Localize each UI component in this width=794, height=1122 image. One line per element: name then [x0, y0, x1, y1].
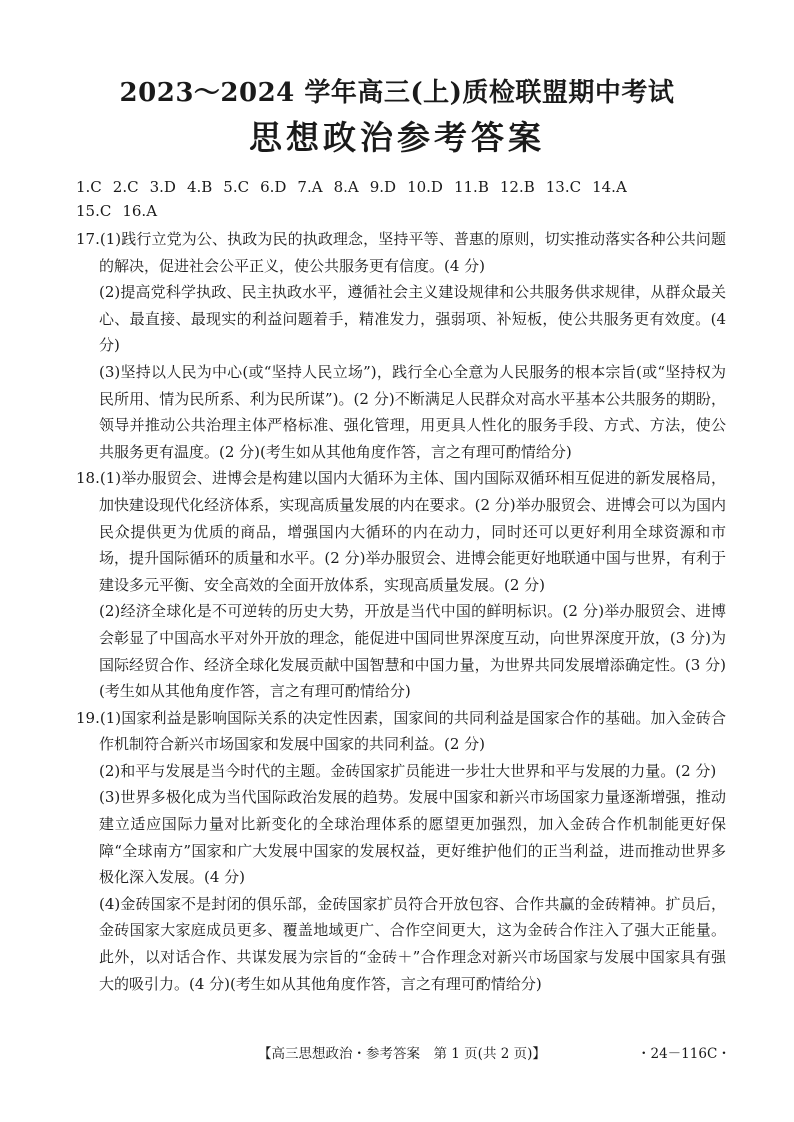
- choice-answer: 1.C: [76, 178, 102, 196]
- choice-answer: 7.A: [297, 178, 323, 196]
- question-number: 19.: [76, 708, 100, 727]
- question-number: 18.: [76, 469, 100, 488]
- choice-answer: 6.D: [260, 178, 287, 196]
- choice-answer: 9.D: [369, 178, 397, 196]
- answer-part: [76, 705, 726, 758]
- answer-part-text: (1)举办服贸会、进博会是构建以国内大循环为主体、国内国际双循环相互促进的新发展格局，加快建设现代化经济体系，实现高质量发展的内在要求。(2 分)举办服贸会、进博会可以为国内民众提供更为优质的商品，增强国内大循环的内在动力，同时还可以更好利用全球资源和市场，提升国际循环的质量和水平。(2 分)举办服贸会、进博会能更好地联通中国与世界，有利于建设多元平衡、安全高效的全面开放体系，实现高质量发展。(2 分): [99, 469, 726, 594]
- footer-code: ・24－116C・: [637, 1046, 731, 1062]
- answer-part-text: (1)践行立党为公、执政为民的执政理念，坚持平等、普惠的原则，切实推动落实各种公共问题的解决，促进社会公平正义，使公共服务更有信度。(4 分): [99, 230, 726, 275]
- open-question-answers: [76, 226, 726, 997]
- choice-answer: 12.B: [499, 178, 535, 196]
- question-number: 17.: [76, 230, 100, 248]
- answer-part-text: (3)坚持以人民为中心(或“坚持人民立场”)，践行全心全意为人民服务的根本宗旨(或“坚持权为民所用、情为民所系、利为民所谋”)。(2 分)不断满足人民群众对高水平基本公共服务的期盼，领导并推动公共治理主体严格标准、强化管理，用更具人性化的服务手段、方式、方法，使公共服务更有温度。(2 分)(考生如从其他角度作答，言之有理可酌情给分): [99, 362, 726, 461]
- answer-part-text: (1)国家利益是影响国际关系的决定性因素，国家间的共同利益是国家合作的基础。加入金砖合作机制符合新兴市场国家和发展中国家的共同利益。(2 分): [99, 708, 726, 754]
- answer-part-text: (3)世界多极化成为当代国际政治发展的趋势。发展中国家和新兴市场国家力量逐渐增强，推动建立适应国际力量对比新变化的全球治理体系的愿望更加强烈，加入金砖合作机制能更好保障“全球南方”国家和广大发展中国家的发展权益，更好维护他们的正当利益，进而推动世界多极化深入发展。(4 分): [99, 788, 726, 887]
- answer-part: [76, 758, 726, 785]
- footer-page-info: 【高三思想政治・参考答案 第 1 页(共 2 页)】: [258, 1046, 546, 1062]
- answer-part-text: (4)金砖国家不是封闭的俱乐部，金砖国家扩员符合开放包容、合作共赢的金砖精神。扩员后，金砖国家大家庭成员更多、覆盖地域更广、合作空间更大，这为金砖合作注入了强大正能量。此外，以对话合作、共谋发展为宗旨的“金砖＋”合作理念对新兴市场国家与发展中国家具有强大的吸引力。(4 分)(考生如从其他角度作答，言之有理可酌情给分): [99, 894, 726, 993]
- choice-answer: 11.B: [453, 178, 489, 196]
- question-block: [76, 465, 726, 704]
- exam-title: 2023～2024 学年高三(上)质检联盟期中考试: [119, 78, 675, 108]
- answer-part-text: (2)提高党科学执政、民主执政水平，遵循社会主义建设规律和公共服务供求规律，从群众最关心、最直接、最现实的利益问题着手，精准发力，强弱项、补短板，使公共服务更有效度。(4 分): [99, 283, 726, 355]
- answer-part: [76, 784, 726, 890]
- choice-answer: 15.C: [76, 202, 112, 220]
- choice-answer: 4.B: [186, 178, 213, 196]
- answer-part-text: (2)和平与发展是当今时代的主题。金砖国家扩员能进一步壮大世界和平与发展的力量。(2 分): [99, 761, 717, 780]
- choice-answer: 14.A: [592, 178, 627, 196]
- question-block: [76, 705, 726, 998]
- answer-part-text: (2)经济全球化是不可逆转的历史大势，开放是当代中国的鲜明标识。(2 分)举办服贸会、进博会彰显了中国高水平对外开放的理念，能促进中国同世界深度互动，向世界深度开放，(3 分)为国际经贸合作、经济全球化发展贡献中国智慧和中国力量，为世界共同发展增添确定性。(3 分)(考生如从其他角度作答，言之有理可酌情给分): [99, 602, 726, 701]
- answer-part: [76, 598, 726, 704]
- choice-answer-list: [76, 175, 726, 223]
- choice-answer: 3.D: [149, 178, 176, 196]
- choice-answer: 5.C: [223, 178, 250, 196]
- answer-key-title: 思想政治参考答案: [249, 118, 545, 157]
- choice-answer: 2.C: [112, 178, 139, 196]
- answer-part: [76, 891, 726, 997]
- choice-answer: 10.D: [407, 178, 443, 196]
- answer-part: [76, 279, 726, 359]
- choice-answer: 13.C: [545, 178, 582, 196]
- answer-part: [76, 359, 726, 465]
- choice-answer: 8.A: [333, 178, 359, 196]
- answer-part: [76, 465, 726, 598]
- answer-part: [76, 226, 726, 279]
- choice-answer: 16.A: [122, 202, 158, 220]
- question-block: [76, 226, 726, 465]
